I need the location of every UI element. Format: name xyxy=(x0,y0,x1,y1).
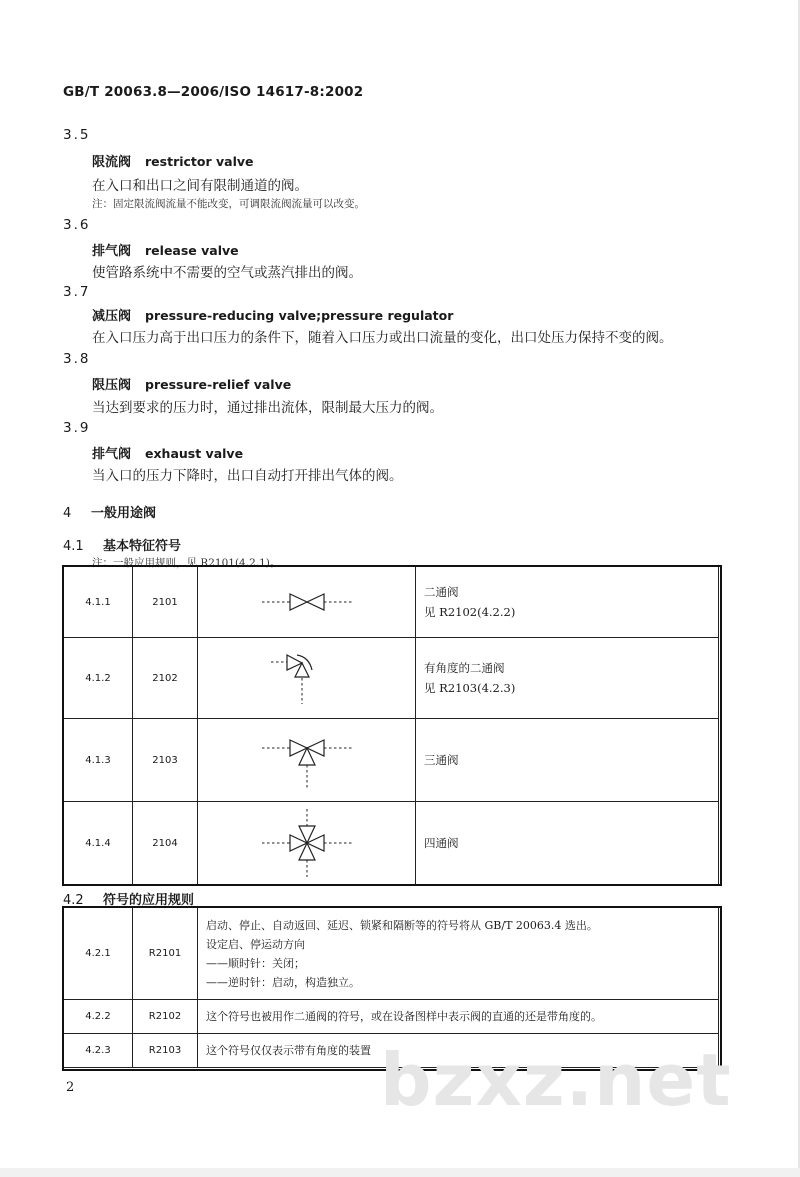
definition: 在入口和出口之间有限制通道的阀。 xyxy=(92,178,308,194)
code-cell: 2104 xyxy=(133,802,198,885)
ref-cell: 4.1.2 xyxy=(64,638,133,719)
symbol-cell xyxy=(198,638,416,719)
symbol-cell xyxy=(198,719,416,802)
code-cell: R2101 xyxy=(133,908,198,1000)
table-row xyxy=(64,567,719,638)
code-cell: 2103 xyxy=(133,719,198,802)
bottom-band xyxy=(0,1168,800,1177)
section-heading-4-2 xyxy=(63,889,194,908)
table-row xyxy=(64,1000,719,1034)
ref-cell: 4.2.2 xyxy=(64,1000,133,1034)
ref-cell: 4.2.1 xyxy=(64,908,133,1000)
term-3-5 xyxy=(92,151,254,170)
section-number: 4.1 xyxy=(63,539,84,554)
rule-text-cell xyxy=(198,1000,719,1034)
rule-line: ——顺时针：关闭； xyxy=(206,956,305,970)
rule-line: 启动、停止、自动返回、延迟、锁紧和隔断等的符号将从 GB/T 20063.4 选出。 xyxy=(206,918,598,932)
ref-cell: 4.2.3 xyxy=(64,1034,133,1068)
symbol-cell xyxy=(198,802,416,885)
note: 注：固定限流阀流量不能改变，可调限流阀流量可以改变。 xyxy=(92,198,365,210)
ref-cell: 4.1.3 xyxy=(64,719,133,802)
section-title: 基本特征符号 xyxy=(103,539,182,554)
chapter-heading xyxy=(63,502,156,521)
rule-line: 这个符号也被用作二通阀的符号，或在设备图样中表示阀的直通的还是带角度的。 xyxy=(206,1009,602,1023)
chapter-title: 一般用途阀 xyxy=(91,506,157,521)
valve-name: 四通阀 xyxy=(424,836,459,850)
two-way-valve-icon xyxy=(257,582,357,622)
valve-name: 三通阀 xyxy=(424,753,459,767)
term-3-8 xyxy=(92,374,291,393)
section-number: 3.9 xyxy=(63,420,91,436)
definition: 当达到要求的压力时，通过排出流体，限制最大压力的阀。 xyxy=(92,400,443,416)
code-cell: R2103 xyxy=(133,1034,198,1068)
term-zh: 排气阀 xyxy=(92,447,132,462)
note: 注：一般应用规则，见 R2101(4.2.1)。 xyxy=(92,557,281,569)
table-row xyxy=(64,719,719,802)
term-3-6 xyxy=(92,240,239,259)
definition: 当入口的压力下降时，出口自动打开排出气体的阀。 xyxy=(92,468,403,484)
term-3-7 xyxy=(92,305,453,324)
ref-cell: 4.1.4 xyxy=(64,802,133,885)
table-row xyxy=(64,908,719,1000)
desc-cell xyxy=(416,802,719,885)
desc-cell xyxy=(416,719,719,802)
definition: 在入口压力高于出口压力的条件下，随着入口压力或出口流量的变化，出口处压力保持不变的阀。 xyxy=(92,330,673,346)
page-number: 2 xyxy=(66,1080,75,1095)
code-cell: R2102 xyxy=(133,1000,198,1034)
code-cell: 2101 xyxy=(133,567,198,638)
term-en: release valve xyxy=(145,243,239,258)
term-3-9 xyxy=(92,443,243,462)
watermark: bzxz.net xyxy=(380,1038,732,1122)
rule-line: ——逆时针：启动，构造独立。 xyxy=(206,975,360,989)
section-number: 4.2 xyxy=(63,893,84,908)
angle-two-way-valve-icon xyxy=(257,648,357,708)
term-zh: 排气阀 xyxy=(92,244,132,259)
see-reference: 见 R2102(4.2.2) xyxy=(424,605,516,619)
section-heading-4-1 xyxy=(63,535,181,554)
ref-cell: 4.1.1 xyxy=(64,567,133,638)
code-cell: 2102 xyxy=(133,638,198,719)
three-way-valve-icon xyxy=(257,728,357,792)
table-row xyxy=(64,638,719,719)
term-en: restrictor valve xyxy=(145,154,254,169)
term-zh: 限流阀 xyxy=(92,155,132,170)
term-en: exhaust valve xyxy=(145,446,244,461)
rule-line: 设定启、停运动方向 xyxy=(206,937,305,951)
valve-name: 二通阀 xyxy=(424,585,459,599)
term-zh: 减压阀 xyxy=(92,309,132,324)
term-zh: 限压阀 xyxy=(92,378,132,393)
four-way-valve-icon xyxy=(257,808,357,878)
chapter-number: 4 xyxy=(63,506,72,521)
rule-text-cell xyxy=(198,908,719,1000)
standard-header: GB/T 20063.8—2006/ISO 14617-8:2002 xyxy=(63,84,364,100)
section-number: 3.6 xyxy=(63,217,91,233)
definition: 使管路系统中不需要的空气或蒸汽排出的阀。 xyxy=(92,265,362,281)
rule-line: 这个符号仅仅表示带有角度的装置 xyxy=(206,1043,371,1057)
term-en: pressure-relief valve xyxy=(145,377,292,392)
desc-cell xyxy=(416,567,719,638)
section-number: 3.7 xyxy=(63,284,91,300)
symbols-table xyxy=(63,566,719,885)
see-reference: 见 R2103(4.2.3) xyxy=(424,681,516,695)
section-title: 符号的应用规则 xyxy=(103,893,195,908)
section-number: 3.5 xyxy=(63,127,91,143)
desc-cell xyxy=(416,638,719,719)
table-row xyxy=(64,802,719,885)
section-number: 3.8 xyxy=(63,351,91,367)
symbol-cell xyxy=(198,567,416,638)
valve-name: 有角度的二通阀 xyxy=(424,661,505,675)
term-en: pressure-reducing valve;pressure regulator xyxy=(145,308,454,323)
